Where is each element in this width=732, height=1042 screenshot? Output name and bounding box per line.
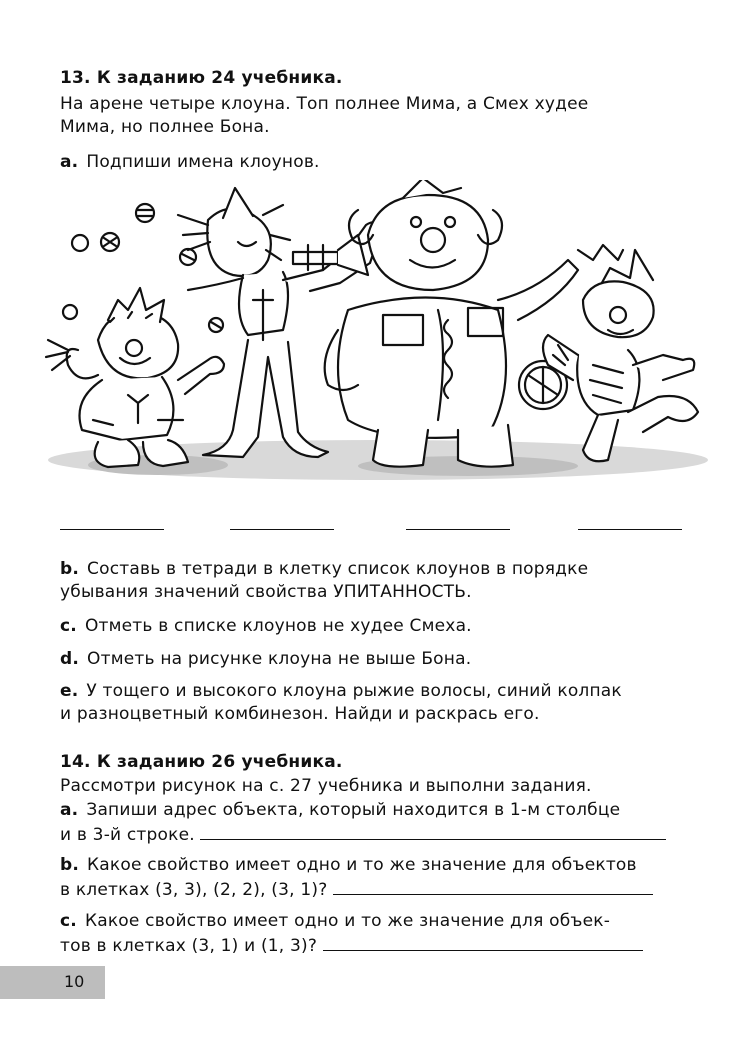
task14-intro: Рассмотри рисунок на с. 27 учебника и выполни задания. (60, 776, 592, 796)
item-text: Отметь на рисунке клоуна не выше Бона. (87, 649, 472, 669)
clowns-illustration (38, 180, 718, 480)
clown-name-line-1[interactable] (60, 529, 164, 530)
task14-item-c-line2 (60, 932, 700, 959)
task13-item-a (60, 150, 700, 175)
task13-heading: 13. К заданию 24 учебника. (60, 68, 343, 88)
item-label: b. (60, 559, 80, 579)
item-text: Отметь в списке клоунов не худее Смеха. (84, 616, 472, 636)
task13-intro-line1: На арене четыре клоуна. Топ полнее Мима, а Смех худее (60, 94, 589, 114)
task13-item-b-line1 (60, 557, 700, 582)
answer-line-c[interactable] (323, 932, 643, 951)
item-label: c. (60, 911, 77, 931)
task13-item-c (60, 614, 700, 639)
clown-name-line-2[interactable] (230, 529, 334, 530)
item-label: d. (60, 649, 80, 669)
task13-item-e-line1 (60, 679, 700, 704)
item-text: Запиши адрес объекта, который находится в 1-м столбце (86, 800, 621, 820)
item-label: e. (60, 681, 79, 701)
clown-name-line-4[interactable] (578, 529, 682, 530)
item-text: тов в клетках (3, 1) и (1, 3)? (60, 936, 318, 956)
item-text: Составь в тетради в клетку список клоунов в порядке (87, 559, 589, 579)
clown-name-line-3[interactable] (406, 529, 510, 530)
item-text: Какое свойство имеет одно и то же значение для объектов (87, 855, 637, 875)
answer-line-b[interactable] (333, 876, 653, 895)
task14-item-a-line1 (60, 798, 700, 823)
answer-line-a[interactable] (200, 821, 666, 840)
task14-item-b-line1 (60, 853, 700, 878)
item-text: Какое свойство имеет одно и то же значение для объек- (84, 911, 611, 931)
item-label: c. (60, 616, 77, 636)
item-text: и в 3-й строке. (60, 825, 195, 845)
task14-item-b-line2 (60, 876, 700, 903)
item-text: в клетках (3, 3), (2, 2), (3, 1)? (60, 880, 328, 900)
item-label: a. (60, 152, 79, 172)
item-text: Подпиши имена клоунов. (86, 152, 320, 172)
task14-heading: 14. К заданию 26 учебника. (60, 752, 343, 772)
item-text: У тощего и высокого клоуна рыжие волосы, синий колпак (86, 681, 622, 701)
item-label: a. (60, 800, 79, 820)
task13-item-b-line2: убывания значений свойства УПИТАННОСТЬ. (60, 582, 472, 602)
item-label: b. (60, 855, 80, 875)
task13-item-d (60, 647, 700, 672)
task13-intro-line2: Мима, но полнее Бона. (60, 117, 270, 137)
task14-item-c-line1 (60, 909, 700, 934)
clown-short-left (46, 288, 224, 467)
clown-big-fat (325, 180, 578, 467)
page-number: 10 (64, 972, 85, 991)
page-number-tab (0, 966, 105, 999)
task14-item-a-line2 (60, 821, 700, 848)
task13-item-e-line2: и разноцветный комбинезон. Найди и раскрась его. (60, 704, 540, 724)
